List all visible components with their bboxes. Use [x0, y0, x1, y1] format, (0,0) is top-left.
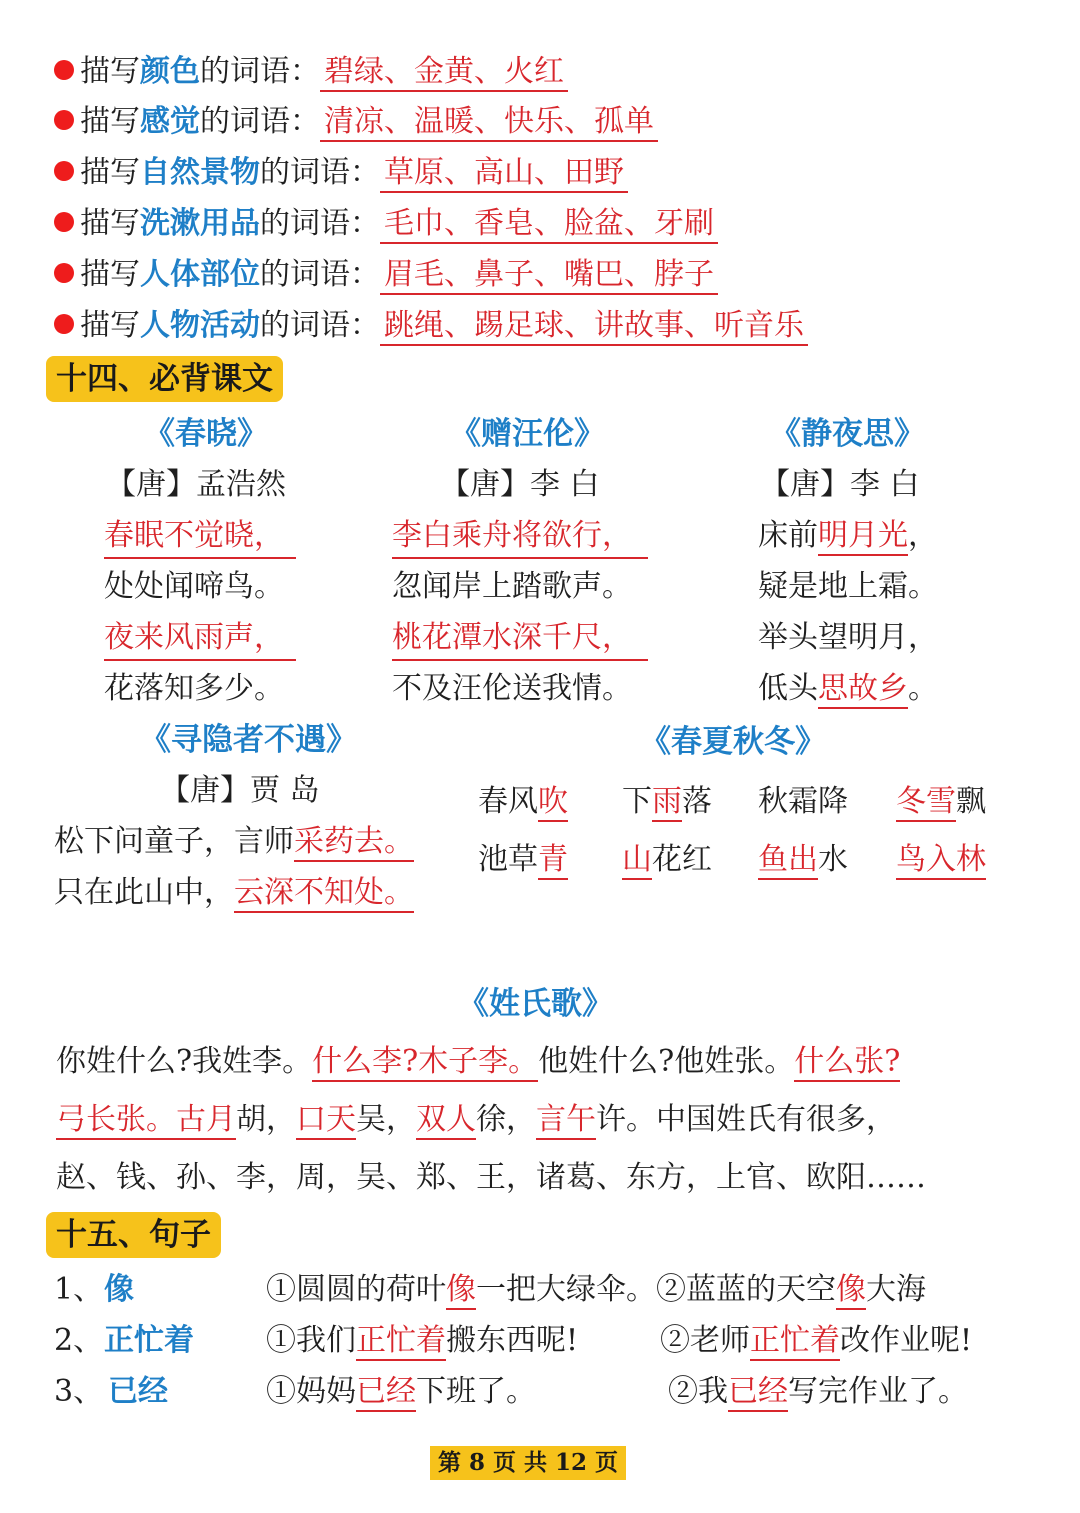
key-phrase: 鸟入林 — [896, 842, 986, 880]
bullet-icon — [54, 161, 74, 181]
key-phrase: 采药去。 — [294, 824, 414, 862]
text-segment: 胡， — [236, 1102, 296, 1137]
key-phrase: 像 — [446, 1272, 476, 1310]
key-phrase: 山 — [622, 842, 652, 880]
text-segment: 池草 — [478, 842, 538, 877]
poem-phrase — [622, 840, 712, 880]
poem-title: 《赠汪伦》 — [450, 416, 605, 452]
poem-line — [54, 873, 414, 913]
poem-line: 李白乘舟将欲行， — [392, 516, 648, 559]
text-segment: 大海 — [866, 1272, 926, 1307]
text-segment: ， — [908, 518, 938, 553]
poem-line: 举头望明月， — [758, 620, 938, 655]
key-phrase: 吹 — [538, 784, 568, 822]
vocab-prefix: 描写 — [80, 54, 140, 89]
vocab-topic: 人体部位 — [140, 257, 260, 292]
key-phrase: 正忙着 — [750, 1323, 840, 1361]
text-segment: ①妈妈 — [266, 1374, 356, 1409]
vocab-words: 跳绳、踢足球、讲故事、听音乐 — [380, 308, 808, 346]
text-segment: 许。中国姓氏有很多， — [596, 1102, 896, 1137]
key-phrase: 青 — [538, 842, 568, 880]
vocab-line — [54, 52, 568, 92]
vocab-words: 眉毛、鼻子、嘴巴、脖子 — [380, 257, 718, 295]
key-phrase: 言午 — [536, 1102, 596, 1140]
poem-paragraph-line — [56, 1100, 896, 1140]
text-segment: 改作业呢! — [840, 1323, 973, 1358]
poem-line: 疑是地上霜。 — [758, 569, 938, 604]
example-sentence — [266, 1321, 578, 1361]
sentence-number: 1、 — [54, 1272, 104, 1307]
vocab-prefix: 描写 — [80, 206, 140, 241]
vocab-topic: 洗漱用品 — [140, 206, 260, 241]
key-phrase: 双人 — [416, 1102, 476, 1140]
vocab-words: 清凉、温暖、快乐、孤单 — [320, 104, 658, 142]
text-segment: 下班了。 — [416, 1374, 536, 1409]
poem-line: 处处闻啼鸟。 — [104, 569, 284, 604]
text-segment: 水 — [818, 842, 848, 877]
text-segment: ①圆圆的荷叶 — [266, 1272, 446, 1307]
page-number: 第 8 页 共 12 页 — [430, 1446, 626, 1480]
poem-line: 不及汪伦送我情。 — [392, 671, 632, 706]
text-segment: 低头 — [758, 671, 818, 706]
text-segment: 你姓什么?我姓李。 — [56, 1044, 313, 1079]
text-segment: 只在此山中， — [54, 875, 234, 910]
text-segment: 松下问童子，言师 — [54, 824, 294, 859]
text-segment: ②蓝蓝的天空 — [656, 1272, 836, 1307]
key-phrase: 什么李?木子李。 — [312, 1044, 538, 1082]
vocab-words: 毛巾、香皂、脸盆、牙刷 — [380, 206, 718, 244]
example-sentence — [668, 1372, 968, 1412]
text-segment: 吴， — [356, 1102, 416, 1137]
poem-phrase — [758, 782, 848, 822]
text-segment: 下 — [622, 784, 652, 819]
vocab-line — [54, 255, 718, 295]
vocab-words: 草原、高山、田野 — [380, 155, 628, 193]
key-phrase: 什么张? — [794, 1044, 900, 1082]
text-segment: 落 — [682, 784, 712, 819]
key-phrase: 思故乡 — [818, 671, 908, 709]
key-phrase: 弓长张。古月 — [56, 1102, 236, 1140]
key-phrase: 口天 — [296, 1102, 356, 1140]
poem-title: 《春夏秋冬》 — [640, 724, 826, 760]
key-phrase: 云深不知处。 — [234, 875, 414, 913]
poem-phrase — [478, 840, 568, 880]
vocab-topic: 自然景物 — [140, 155, 260, 190]
vocab-line — [54, 204, 718, 244]
text-segment: 。 — [908, 671, 938, 706]
text-segment: ②我 — [668, 1374, 728, 1409]
key-phrase: 已经 — [356, 1374, 416, 1412]
poem-title: 《寻隐者不遇》 — [140, 722, 357, 758]
key-phrase: 雨 — [652, 784, 682, 822]
vocab-topic: 颜色 — [140, 54, 200, 89]
text-segment: 花红 — [652, 842, 712, 877]
poem-paragraph-line — [56, 1042, 900, 1082]
poem-title: 《静夜思》 — [770, 416, 925, 452]
vocab-line — [54, 102, 658, 142]
text-segment: 他姓什么?他姓张。 — [538, 1044, 795, 1079]
poem-line — [758, 516, 938, 556]
text-segment: ①我们 — [266, 1323, 356, 1358]
bullet-icon — [54, 60, 74, 80]
poem-line — [758, 669, 938, 709]
key-phrase: 冬雪 — [896, 784, 956, 822]
vocab-prefix: 描写 — [80, 308, 140, 343]
poem-phrase — [622, 782, 712, 822]
sentence-number: 3、 — [54, 1374, 104, 1409]
poem-author: 【唐】贾 岛 — [160, 773, 320, 808]
key-phrase: 鱼出 — [758, 842, 818, 880]
poem-title: 《姓氏歌》 — [458, 986, 613, 1022]
vocab-words: 碧绿、金黄、火红 — [320, 54, 568, 92]
vocab-topic: 感觉 — [140, 104, 200, 139]
poem-author: 【唐】李 白 — [440, 467, 600, 502]
poem-title: 《春晓》 — [144, 416, 268, 452]
vocab-line — [54, 153, 628, 193]
vocab-suffix: 的词语： — [260, 206, 380, 241]
text-segment: 飘 — [956, 784, 986, 819]
poem-line: 花落知多少。 — [104, 671, 284, 706]
text-segment: 搬东西呢! — [446, 1323, 579, 1358]
key-phrase: 明月光 — [818, 518, 908, 556]
sentence-number: 2、 — [54, 1323, 104, 1358]
poem-phrase — [896, 782, 986, 822]
vocab-suffix: 的词语： — [260, 257, 380, 292]
text-segment: 秋霜降 — [758, 784, 848, 819]
key-phrase: 已经 — [728, 1374, 788, 1412]
bullet-icon — [54, 110, 74, 130]
vocab-suffix: 的词语： — [260, 308, 380, 343]
text-segment: ②老师 — [660, 1323, 750, 1358]
poem-line: 忽闻岸上踏歌声。 — [392, 569, 632, 604]
poem-paragraph-line: 赵、钱、孙、李，周，吴、郑、王，诸葛、东方，上官、欧阳…… — [56, 1160, 926, 1195]
example-sentence — [660, 1321, 972, 1361]
section-heading: 十四、必背课文 — [46, 356, 283, 402]
sentence-keyword: 正忙着 — [104, 1323, 194, 1358]
vocab-suffix: 的词语： — [260, 155, 380, 190]
text-segment: 写完作业了。 — [788, 1374, 968, 1409]
vocab-suffix: 的词语： — [200, 54, 320, 89]
bullet-icon — [54, 314, 74, 334]
vocab-suffix: 的词语： — [200, 104, 320, 139]
text-segment: 春风 — [478, 784, 538, 819]
key-phrase: 像 — [836, 1272, 866, 1310]
section-heading: 十五、句子 — [46, 1212, 221, 1258]
text-segment: 徐， — [476, 1102, 536, 1137]
key-phrase: 正忙着 — [356, 1323, 446, 1361]
poem-line: 春眠不觉晓， — [104, 516, 296, 559]
text-segment: 床前 — [758, 518, 818, 553]
poem-phrase — [758, 840, 848, 880]
vocab-prefix: 描写 — [80, 257, 140, 292]
bullet-icon — [54, 263, 74, 283]
sentence-keyword: 像 — [104, 1272, 134, 1307]
sentence-keyword: 已经 — [108, 1374, 168, 1409]
poem-phrase — [896, 840, 986, 880]
poem-author: 【唐】孟浩然 — [106, 467, 286, 502]
poem-author: 【唐】李 白 — [760, 467, 920, 502]
vocab-prefix: 描写 — [80, 155, 140, 190]
bullet-icon — [54, 212, 74, 232]
example-sentence — [266, 1270, 926, 1310]
poem-line — [54, 822, 414, 862]
vocab-topic: 人物活动 — [140, 308, 260, 343]
vocab-line — [54, 306, 808, 346]
poem-line: 桃花潭水深千尺， — [392, 618, 648, 661]
vocab-prefix: 描写 — [80, 104, 140, 139]
poem-phrase — [478, 782, 568, 822]
example-sentence — [266, 1372, 536, 1412]
text-segment: 一把大绿伞。 — [476, 1272, 656, 1307]
poem-line: 夜来风雨声， — [104, 618, 296, 661]
